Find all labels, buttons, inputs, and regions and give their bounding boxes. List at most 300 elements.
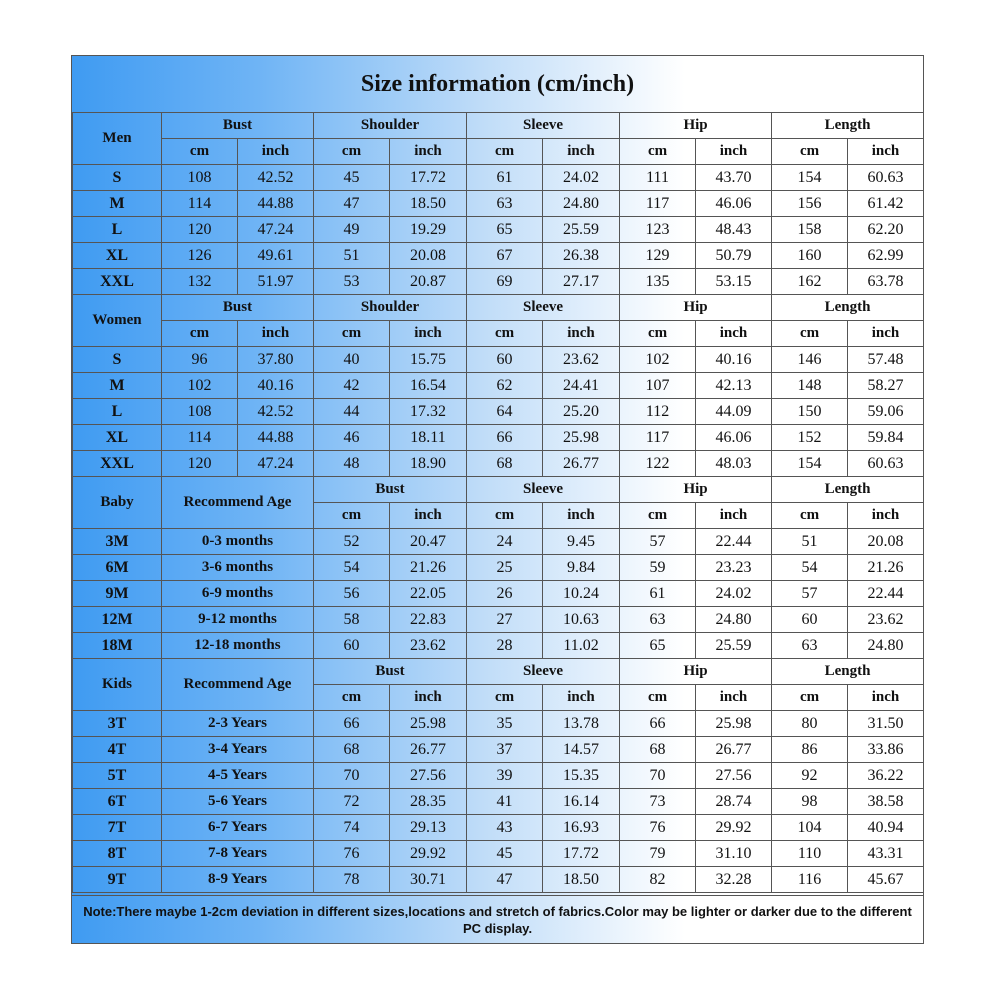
size-label: 8T [73, 841, 162, 867]
size-label: S [73, 165, 162, 191]
unit-inch-header: inch [543, 321, 620, 347]
column-header-sleeve: Sleeve [467, 659, 620, 685]
inch-value: 24.41 [543, 373, 620, 399]
inch-value: 44.09 [696, 399, 772, 425]
inch-value: 15.35 [543, 763, 620, 789]
inch-value: 63.78 [848, 269, 924, 295]
size-label: 12M [73, 607, 162, 633]
unit-cm-header: cm [620, 503, 696, 529]
inch-value: 31.10 [696, 841, 772, 867]
cm-value: 42 [314, 373, 390, 399]
column-header-bust: Bust [314, 659, 467, 685]
cm-value: 158 [772, 217, 848, 243]
inch-value: 51.97 [238, 269, 314, 295]
inch-value: 62.99 [848, 243, 924, 269]
table-row [73, 165, 924, 191]
size-label: 5T [73, 763, 162, 789]
inch-value: 43.31 [848, 841, 924, 867]
cm-value: 80 [772, 711, 848, 737]
inch-value: 45.67 [848, 867, 924, 893]
inch-value: 42.52 [238, 399, 314, 425]
cm-value: 102 [162, 373, 238, 399]
column-header-bust: Bust [162, 295, 314, 321]
column-header-hip: Hip [620, 477, 772, 503]
cm-value: 76 [314, 841, 390, 867]
cm-value: 40 [314, 347, 390, 373]
cm-value: 58 [314, 607, 390, 633]
cm-value: 54 [772, 555, 848, 581]
cm-value: 129 [620, 243, 696, 269]
column-header-sleeve: Sleeve [467, 295, 620, 321]
cm-value: 51 [772, 529, 848, 555]
table-row [73, 607, 924, 633]
unit-inch-header: inch [390, 321, 467, 347]
cm-value: 64 [467, 399, 543, 425]
unit-cm-header: cm [772, 503, 848, 529]
inch-value: 21.26 [390, 555, 467, 581]
cm-value: 108 [162, 165, 238, 191]
unit-cm-header: cm [620, 321, 696, 347]
inch-value: 27.56 [390, 763, 467, 789]
inch-value: 19.29 [390, 217, 467, 243]
size-label: 9T [73, 867, 162, 893]
cm-value: 110 [772, 841, 848, 867]
age-value: 4-5 Years [162, 763, 314, 789]
size-label: 4T [73, 737, 162, 763]
header-row-baby [73, 477, 924, 503]
unit-inch-header: inch [696, 685, 772, 711]
age-value: 9-12 months [162, 607, 314, 633]
cm-value: 51 [314, 243, 390, 269]
age-value: 3-4 Years [162, 737, 314, 763]
inch-value: 11.02 [543, 633, 620, 659]
cm-value: 45 [314, 165, 390, 191]
inch-value: 20.08 [390, 243, 467, 269]
cm-value: 43 [467, 815, 543, 841]
cm-value: 79 [620, 841, 696, 867]
unit-cm-header: cm [467, 139, 543, 165]
inch-value: 9.84 [543, 555, 620, 581]
cm-value: 28 [467, 633, 543, 659]
size-label: XXL [73, 269, 162, 295]
cm-value: 63 [467, 191, 543, 217]
cm-value: 135 [620, 269, 696, 295]
size-label: 3T [73, 711, 162, 737]
cm-value: 45 [467, 841, 543, 867]
table-row [73, 451, 924, 477]
inch-value: 29.13 [390, 815, 467, 841]
table-row [73, 789, 924, 815]
cm-value: 154 [772, 165, 848, 191]
cm-value: 116 [772, 867, 848, 893]
inch-value: 30.71 [390, 867, 467, 893]
unit-cm-header: cm [467, 503, 543, 529]
cm-value: 68 [620, 737, 696, 763]
column-header-hip: Hip [620, 659, 772, 685]
table-row [73, 425, 924, 451]
inch-value: 18.50 [543, 867, 620, 893]
inch-value: 59.84 [848, 425, 924, 451]
unit-cm-header: cm [467, 321, 543, 347]
inch-value: 40.94 [848, 815, 924, 841]
table-row [73, 373, 924, 399]
inch-value: 28.35 [390, 789, 467, 815]
cm-value: 47 [314, 191, 390, 217]
inch-value: 61.42 [848, 191, 924, 217]
cm-value: 68 [467, 451, 543, 477]
age-header: Recommend Age [162, 477, 314, 529]
cm-value: 24 [467, 529, 543, 555]
cm-value: 26 [467, 581, 543, 607]
cm-value: 114 [162, 191, 238, 217]
unit-cm-header: cm [620, 685, 696, 711]
size-label: 6T [73, 789, 162, 815]
inch-value: 18.90 [390, 451, 467, 477]
cm-value: 66 [620, 711, 696, 737]
group-label-women: Women [73, 295, 162, 347]
cm-value: 44 [314, 399, 390, 425]
size-table [72, 112, 924, 893]
inch-value: 9.45 [543, 529, 620, 555]
cm-value: 111 [620, 165, 696, 191]
inch-value: 10.63 [543, 607, 620, 633]
cm-value: 86 [772, 737, 848, 763]
cm-value: 156 [772, 191, 848, 217]
cm-value: 146 [772, 347, 848, 373]
inch-value: 49.61 [238, 243, 314, 269]
inch-value: 23.23 [696, 555, 772, 581]
group-label-men: Men [73, 113, 162, 165]
inch-value: 14.57 [543, 737, 620, 763]
column-header-length: Length [772, 477, 924, 503]
unit-inch-header: inch [390, 685, 467, 711]
inch-value: 44.88 [238, 191, 314, 217]
inch-value: 27.56 [696, 763, 772, 789]
age-value: 8-9 Years [162, 867, 314, 893]
inch-value: 58.27 [848, 373, 924, 399]
inch-value: 31.50 [848, 711, 924, 737]
inch-value: 50.79 [696, 243, 772, 269]
cm-value: 37 [467, 737, 543, 763]
column-header-shoulder: Shoulder [314, 295, 467, 321]
unit-cm-header: cm [314, 321, 390, 347]
table-row [73, 555, 924, 581]
cm-value: 63 [772, 633, 848, 659]
cm-value: 70 [314, 763, 390, 789]
cm-value: 117 [620, 191, 696, 217]
table-row [73, 867, 924, 893]
cm-value: 162 [772, 269, 848, 295]
size-chart [71, 55, 924, 944]
inch-value: 60.63 [848, 451, 924, 477]
cm-value: 82 [620, 867, 696, 893]
inch-value: 22.83 [390, 607, 467, 633]
inch-value: 23.62 [848, 607, 924, 633]
unit-inch-header: inch [543, 139, 620, 165]
inch-value: 40.16 [696, 347, 772, 373]
cm-value: 56 [314, 581, 390, 607]
size-label: L [73, 217, 162, 243]
cm-value: 117 [620, 425, 696, 451]
header-row-men [73, 113, 924, 139]
inch-value: 20.47 [390, 529, 467, 555]
inch-value: 22.44 [696, 529, 772, 555]
cm-value: 62 [467, 373, 543, 399]
inch-value: 24.02 [696, 581, 772, 607]
cm-value: 102 [620, 347, 696, 373]
inch-value: 15.75 [390, 347, 467, 373]
unit-inch-header: inch [238, 321, 314, 347]
inch-value: 23.62 [390, 633, 467, 659]
size-label: 9M [73, 581, 162, 607]
inch-value: 20.08 [848, 529, 924, 555]
inch-value: 53.15 [696, 269, 772, 295]
size-label: 3M [73, 529, 162, 555]
cm-value: 114 [162, 425, 238, 451]
table-row [73, 529, 924, 555]
inch-value: 16.14 [543, 789, 620, 815]
unit-inch-header: inch [848, 321, 924, 347]
inch-value: 44.88 [238, 425, 314, 451]
inch-value: 48.43 [696, 217, 772, 243]
unit-cm-header: cm [772, 685, 848, 711]
cm-value: 60 [772, 607, 848, 633]
header-row-kids [73, 659, 924, 685]
column-header-sleeve: Sleeve [467, 477, 620, 503]
cm-value: 67 [467, 243, 543, 269]
table-row [73, 399, 924, 425]
cm-value: 57 [772, 581, 848, 607]
size-label: XXL [73, 451, 162, 477]
inch-value: 43.70 [696, 165, 772, 191]
inch-value: 29.92 [696, 815, 772, 841]
inch-value: 26.77 [696, 737, 772, 763]
cm-value: 112 [620, 399, 696, 425]
column-header-sleeve: Sleeve [467, 113, 620, 139]
age-value: 5-6 Years [162, 789, 314, 815]
cm-value: 76 [620, 815, 696, 841]
column-header-hip: Hip [620, 295, 772, 321]
column-header-length: Length [772, 659, 924, 685]
unit-cm-header: cm [314, 685, 390, 711]
inch-value: 25.98 [696, 711, 772, 737]
table-row [73, 763, 924, 789]
cm-value: 59 [620, 555, 696, 581]
inch-value: 26.77 [390, 737, 467, 763]
inch-value: 25.59 [543, 217, 620, 243]
size-label: S [73, 347, 162, 373]
cm-value: 108 [162, 399, 238, 425]
group-label-kids: Kids [73, 659, 162, 711]
inch-value: 18.50 [390, 191, 467, 217]
cm-value: 52 [314, 529, 390, 555]
age-value: 2-3 Years [162, 711, 314, 737]
inch-value: 26.38 [543, 243, 620, 269]
table-row [73, 243, 924, 269]
size-label: XL [73, 425, 162, 451]
inch-value: 32.28 [696, 867, 772, 893]
chart-title: Size information (cm/inch) [72, 56, 923, 113]
inch-value: 24.80 [543, 191, 620, 217]
column-header-length: Length [772, 295, 924, 321]
inch-value: 22.44 [848, 581, 924, 607]
deviation-note: Note:There maybe 1-2cm deviation in different sizes,locations and stretch of fabrics.Color may be lighter or darker due to the different PC display. [72, 895, 923, 943]
cm-value: 73 [620, 789, 696, 815]
inch-value: 23.62 [543, 347, 620, 373]
inch-value: 46.06 [696, 191, 772, 217]
column-header-hip: Hip [620, 113, 772, 139]
inch-value: 26.77 [543, 451, 620, 477]
unit-row-men [73, 139, 924, 165]
inch-value: 28.74 [696, 789, 772, 815]
column-header-bust: Bust [314, 477, 467, 503]
unit-inch-header: inch [848, 139, 924, 165]
unit-inch-header: inch [543, 685, 620, 711]
cm-value: 66 [467, 425, 543, 451]
unit-cm-header: cm [314, 139, 390, 165]
size-label: 7T [73, 815, 162, 841]
size-label: XL [73, 243, 162, 269]
unit-inch-header: inch [390, 503, 467, 529]
unit-inch-header: inch [848, 685, 924, 711]
age-header: Recommend Age [162, 659, 314, 711]
inch-value: 25.98 [390, 711, 467, 737]
inch-value: 59.06 [848, 399, 924, 425]
column-header-shoulder: Shoulder [314, 113, 467, 139]
cm-value: 61 [467, 165, 543, 191]
cm-value: 68 [314, 737, 390, 763]
inch-value: 16.93 [543, 815, 620, 841]
cm-value: 72 [314, 789, 390, 815]
cm-value: 65 [467, 217, 543, 243]
cm-value: 107 [620, 373, 696, 399]
cm-value: 96 [162, 347, 238, 373]
inch-value: 36.22 [848, 763, 924, 789]
cm-value: 78 [314, 867, 390, 893]
inch-value: 42.13 [696, 373, 772, 399]
unit-inch-header: inch [696, 139, 772, 165]
size-label: 6M [73, 555, 162, 581]
size-label: L [73, 399, 162, 425]
unit-inch-header: inch [848, 503, 924, 529]
header-row-women [73, 295, 924, 321]
column-header-bust: Bust [162, 113, 314, 139]
inch-value: 17.72 [390, 165, 467, 191]
table-row [73, 347, 924, 373]
inch-value: 25.20 [543, 399, 620, 425]
cm-value: 35 [467, 711, 543, 737]
cm-value: 92 [772, 763, 848, 789]
inch-value: 18.11 [390, 425, 467, 451]
cm-value: 152 [772, 425, 848, 451]
cm-value: 53 [314, 269, 390, 295]
table-row [73, 217, 924, 243]
age-value: 0-3 months [162, 529, 314, 555]
cm-value: 69 [467, 269, 543, 295]
inch-value: 38.58 [848, 789, 924, 815]
cm-value: 148 [772, 373, 848, 399]
inch-value: 24.80 [848, 633, 924, 659]
inch-value: 42.52 [238, 165, 314, 191]
cm-value: 27 [467, 607, 543, 633]
table-row [73, 269, 924, 295]
cm-value: 66 [314, 711, 390, 737]
table-row [73, 737, 924, 763]
unit-cm-header: cm [772, 139, 848, 165]
cm-value: 98 [772, 789, 848, 815]
unit-cm-header: cm [620, 139, 696, 165]
cm-value: 49 [314, 217, 390, 243]
inch-value: 17.72 [543, 841, 620, 867]
unit-cm-header: cm [772, 321, 848, 347]
column-header-length: Length [772, 113, 924, 139]
table-row [73, 581, 924, 607]
unit-inch-header: inch [696, 503, 772, 529]
table-row [73, 711, 924, 737]
unit-inch-header: inch [543, 503, 620, 529]
cm-value: 120 [162, 217, 238, 243]
size-label: M [73, 373, 162, 399]
unit-inch-header: inch [390, 139, 467, 165]
cm-value: 154 [772, 451, 848, 477]
inch-value: 25.59 [696, 633, 772, 659]
cm-value: 47 [467, 867, 543, 893]
inch-value: 62.20 [848, 217, 924, 243]
inch-value: 21.26 [848, 555, 924, 581]
cm-value: 160 [772, 243, 848, 269]
cm-value: 70 [620, 763, 696, 789]
inch-value: 25.98 [543, 425, 620, 451]
inch-value: 47.24 [238, 451, 314, 477]
inch-value: 33.86 [848, 737, 924, 763]
cm-value: 120 [162, 451, 238, 477]
cm-value: 25 [467, 555, 543, 581]
unit-cm-header: cm [162, 139, 238, 165]
cm-value: 41 [467, 789, 543, 815]
unit-cm-header: cm [314, 503, 390, 529]
table-row [73, 841, 924, 867]
inch-value: 60.63 [848, 165, 924, 191]
inch-value: 47.24 [238, 217, 314, 243]
inch-value: 10.24 [543, 581, 620, 607]
unit-row-women [73, 321, 924, 347]
age-value: 6-7 Years [162, 815, 314, 841]
table-row [73, 191, 924, 217]
unit-inch-header: inch [238, 139, 314, 165]
cm-value: 46 [314, 425, 390, 451]
unit-inch-header: inch [696, 321, 772, 347]
cm-value: 60 [467, 347, 543, 373]
cm-value: 54 [314, 555, 390, 581]
inch-value: 22.05 [390, 581, 467, 607]
cm-value: 60 [314, 633, 390, 659]
age-value: 3-6 months [162, 555, 314, 581]
size-label: M [73, 191, 162, 217]
cm-value: 57 [620, 529, 696, 555]
inch-value: 48.03 [696, 451, 772, 477]
cm-value: 48 [314, 451, 390, 477]
inch-value: 57.48 [848, 347, 924, 373]
unit-cm-header: cm [467, 685, 543, 711]
inch-value: 29.92 [390, 841, 467, 867]
size-label: 18M [73, 633, 162, 659]
table-row [73, 633, 924, 659]
inch-value: 13.78 [543, 711, 620, 737]
cm-value: 123 [620, 217, 696, 243]
inch-value: 20.87 [390, 269, 467, 295]
inch-value: 17.32 [390, 399, 467, 425]
table-row [73, 815, 924, 841]
